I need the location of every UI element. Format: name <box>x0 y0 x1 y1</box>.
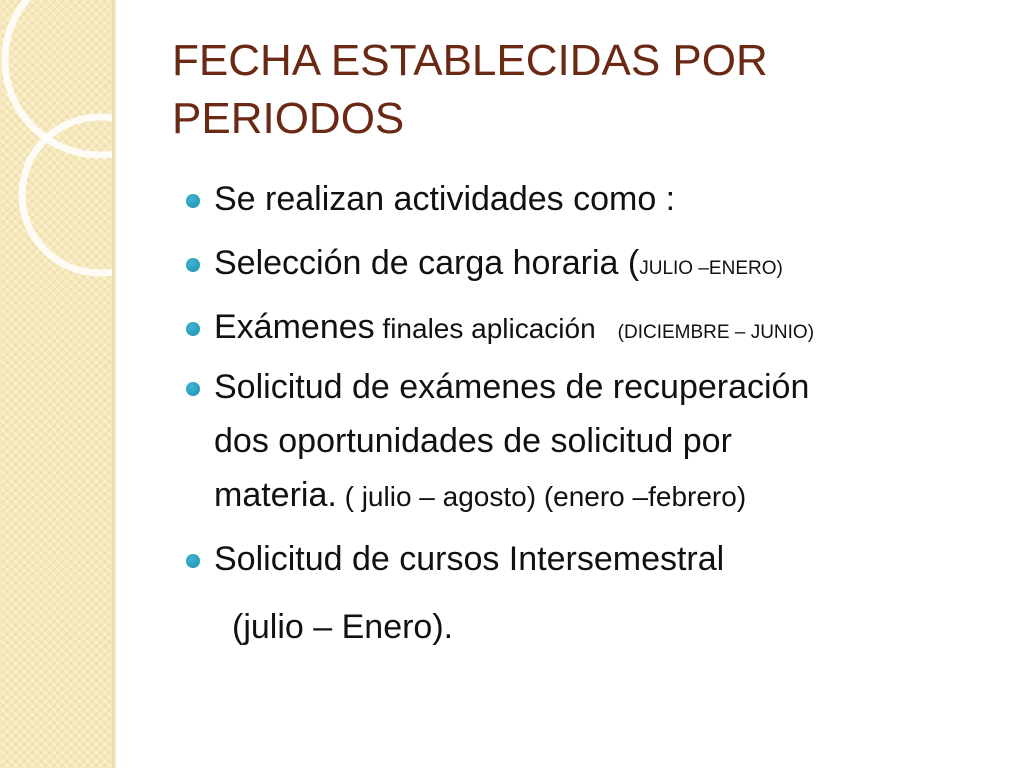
bullet-text-line: Solicitud de exámenes de recuperación <box>214 368 810 406</box>
decorative-side-band <box>0 0 112 768</box>
bullet-text-line <box>214 468 746 524</box>
bullet-main-text: materia. <box>214 476 337 514</box>
bullet-main-text: Exámenes <box>214 308 375 346</box>
bullet-dot-icon <box>186 258 200 272</box>
bullet-date-note: JULIO –ENERO) <box>639 258 783 279</box>
bullet-text-line: Solicitud de cursos Intersemestral <box>214 540 725 578</box>
bullet-date-note: (DICIEMBRE – JUNIO) <box>617 322 815 343</box>
bullet-text <box>214 300 814 360</box>
bullet-text-line: dos oportunidades de solicitud por <box>214 422 732 460</box>
side-band-edge <box>112 0 116 768</box>
bullet-text <box>214 236 783 296</box>
bullet-text-line: (julio – Enero). <box>232 608 454 646</box>
bullet-dot-icon <box>186 322 200 336</box>
bullet-text: Se realizan actividades como : <box>214 180 676 218</box>
decorative-circles <box>0 0 112 768</box>
bullet-dot-icon <box>186 382 200 396</box>
bullet-dot-icon <box>186 194 200 208</box>
bullet-mid-text: finales aplicación <box>374 313 596 344</box>
bullet-date-note: ( julio – agosto) (enero –febrero) <box>336 481 747 512</box>
slide-title: FECHA ESTABLECIDAS POR PERIODOS <box>172 36 768 143</box>
bullet-main-text: Selección de carga horaria ( <box>214 244 640 282</box>
bullet-dot-icon <box>186 554 200 568</box>
